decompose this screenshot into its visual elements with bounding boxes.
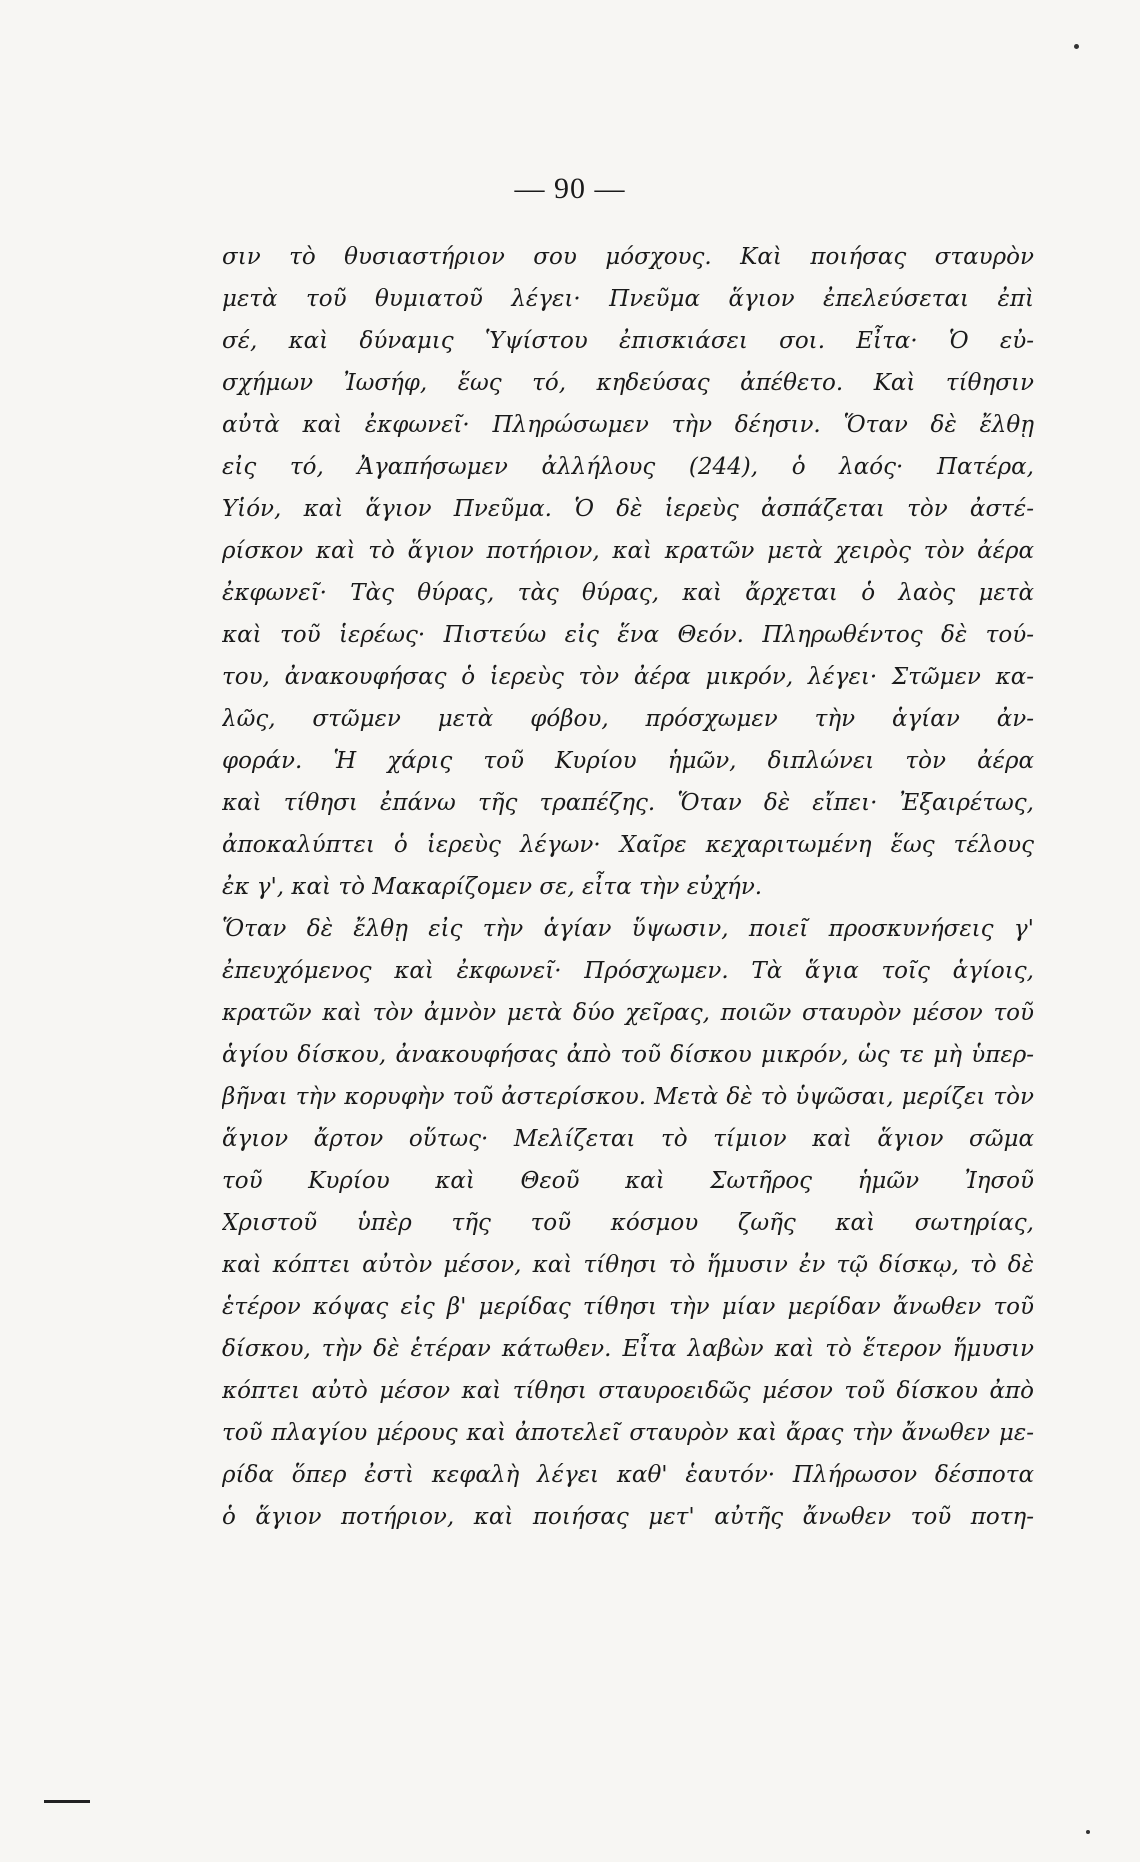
text-line: βῆναι τὴν κορυφὴν τοῦ ἀστερίσκου. Μετὰ δὲ τὸ ὑψῶσαι, μερίζει τὸν [222, 1084, 1034, 1110]
speck-mark [1074, 44, 1079, 49]
text-line: ὁ ἅγιον ποτήριον, καὶ ποιήσας μετ' αὐτῆς ἄνωθεν τοῦ ποτη- [222, 1504, 1034, 1530]
text-line: τοῦ Κυρίου καὶ Θεοῦ καὶ Σωτῆρος ἡμῶν Ἰησοῦ [222, 1168, 1034, 1194]
text-line: καὶ τίθησι ἐπάνω τῆς τραπέζης. Ὅταν δὲ εἴπει· Ἐξαιρέτως, [222, 790, 1034, 816]
text-line: δίσκου, τὴν δὲ ἑτέραν κάτωθεν. Εἶτα λαβὼν καὶ τὸ ἕτερον ἥμυσιν [222, 1336, 1034, 1362]
speck-mark [1086, 1830, 1090, 1834]
text-line: ἐκφωνεῖ· Τὰς θύρας, τὰς θύρας, καὶ ἄρχεται ὁ λαὸς μετὰ [222, 580, 1034, 606]
text-line: αὐτὰ καὶ ἐκφωνεῖ· Πληρώσωμεν τὴν δέησιν. Ὅταν δὲ ἔλθῃ [222, 412, 1034, 438]
text-line: σιν τὸ θυσιαστήριον σου μόσχους. Καὶ ποιήσας σταυρὸν [222, 244, 1034, 270]
text-line: φοράν. Ἡ χάρις τοῦ Κυρίου ἡμῶν, διπλώνει τὸν ἀέρα [222, 748, 1034, 774]
text-line: Ὅταν δὲ ἔλθῃ εἰς τὴν ἁγίαν ὕψωσιν, ποιεῖ προσκυνήσεις γ' [222, 916, 1034, 942]
text-line: ἐπευχόμενος καὶ ἐκφωνεῖ· Πρόσχωμεν. Τὰ ἅγια τοῖς ἁγίοις, [222, 958, 1034, 984]
text-line: ρίδα ὅπερ ἐστὶ κεφαλὴ λέγει καθ' ἑαυτόν· Πλήρωσον δέσποτα [222, 1462, 1034, 1488]
text-line: καὶ τοῦ ἱερέως· Πιστεύω εἰς ἕνα Θεόν. Πληρωθέντος δὲ τού- [222, 622, 1034, 648]
text-line: σχήμων Ἰωσήφ, ἕως τό, κηδεύσας ἀπέθετο. Καὶ τίθησιν [222, 370, 1034, 396]
text-line: λῶς, στῶμεν μετὰ φόβου, πρόσχωμεν τὴν ἁγίαν ἀν- [222, 706, 1034, 732]
text-line: τοῦ πλαγίου μέρους καὶ ἀποτελεῖ σταυρὸν καὶ ἄρας τὴν ἄνωθεν με- [222, 1420, 1034, 1446]
text-line: ἐκ γ', καὶ τὸ Μακαρίζομεν σε, εἶτα τὴν εὐχήν. [222, 874, 763, 900]
text-line: ἀποκαλύπτει ὁ ἱερεὺς λέγων· Χαῖρε κεχαριτωμένη ἕως τέλους [222, 832, 1034, 858]
text-line: Χριστοῦ ὑπὲρ τῆς τοῦ κόσμου ζωῆς καὶ σωτηρίας, [222, 1210, 1034, 1236]
margin-rule-mark [44, 1800, 90, 1803]
text-line: καὶ κόπτει αὐτὸν μέσον, καὶ τίθησι τὸ ἥμυσιν ἐν τῷ δίσκῳ, τὸ δὲ [222, 1252, 1034, 1278]
body-text [222, 236, 1034, 1538]
page-number: — 90 — [514, 172, 626, 205]
text-line: ἁγίου δίσκου, ἀνακουφήσας ἀπὸ τοῦ δίσκου μικρόν, ὡς τε μὴ ὑπερ- [222, 1042, 1034, 1068]
text-line: ἅγιον ἄρτον οὕτως· Μελίζεται τὸ τίμιον καὶ ἅγιον σῶμα [222, 1126, 1034, 1152]
text-line: κρατῶν καὶ τὸν ἀμνὸν μετὰ δύο χεῖρας, ποιῶν σταυρὸν μέσον τοῦ [222, 1000, 1034, 1026]
text-line: κόπτει αὐτὸ μέσον καὶ τίθησι σταυροειδῶς μέσον τοῦ δίσκου ἀπὸ [222, 1378, 1034, 1404]
text-line: ἑτέρον κόψας εἰς β' μερίδας τίθησι τὴν μίαν μερίδαν ἄνωθεν τοῦ [222, 1294, 1034, 1320]
text-line: του, ἀνακουφήσας ὁ ἱερεὺς τὸν ἀέρα μικρόν, λέγει· Στῶμεν κα- [222, 664, 1034, 690]
text-line: Υἱόν, καὶ ἅγιον Πνεῦμα. Ὁ δὲ ἱερεὺς ἀσπάζεται τὸν ἀστέ- [222, 496, 1034, 522]
text-line: μετὰ τοῦ θυμιατοῦ λέγει· Πνεῦμα ἅγιον ἐπελεύσεται ἐπὶ [222, 286, 1034, 312]
text-line: ρίσκον καὶ τὸ ἅγιον ποτήριον, καὶ κρατῶν μετὰ χειρὸς τὸν ἀέρα [222, 538, 1034, 564]
text-line: σέ, καὶ δύναμις Ὑψίστου ἐπισκιάσει σοι. Εἶτα· Ὁ εὐ- [222, 328, 1034, 354]
text-line: εἰς τό, Ἀγαπήσωμεν ἀλλήλους (244), ὁ λαός· Πατέρα, [222, 454, 1034, 480]
